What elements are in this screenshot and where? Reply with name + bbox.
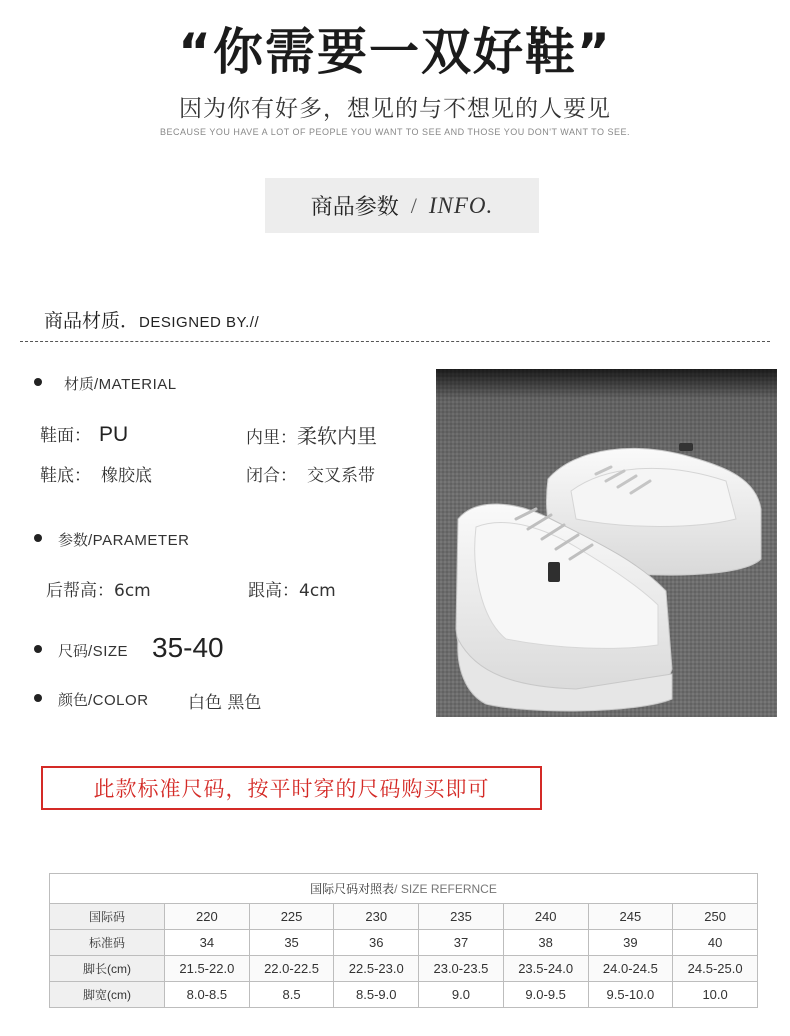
- table-cell: 250: [673, 904, 758, 930]
- table-cell: 8.5: [249, 982, 334, 1008]
- table-cell: 8.0-8.5: [165, 982, 250, 1008]
- closure-value: 交叉系带: [307, 466, 375, 486]
- size-notice: 此款标准尺码，按平时穿的尺码购买即可: [41, 766, 542, 810]
- subline: 因为你有好多，想见的与不想见的人要见: [179, 96, 611, 122]
- table-cell: 40: [673, 930, 758, 956]
- info-banner-en: INFO.: [428, 192, 494, 218]
- row-header: 国际码: [50, 904, 165, 930]
- dashed-divider: [20, 341, 770, 342]
- material-label: 材质/MATERIAL: [64, 375, 177, 393]
- row-header: 标准码: [50, 930, 165, 956]
- table-row: [50, 982, 758, 1008]
- table-cell: 245: [588, 904, 673, 930]
- table-cell: 225: [249, 904, 334, 930]
- table-cell: 23.0-23.5: [419, 956, 504, 982]
- table-cell: 9.5-10.0: [588, 982, 673, 1008]
- row-header: 脚长(cm): [50, 956, 165, 982]
- lining-field: [246, 420, 377, 449]
- subline-english: BECAUSE YOU HAVE A LOT OF PEOPLE YOU WANT TO SEE AND THOSE YOU DON'T WANT TO SEE.: [159, 127, 630, 137]
- info-banner: [265, 178, 539, 233]
- table-row: [50, 930, 758, 956]
- table-cell: 8.5-9.0: [334, 982, 419, 1008]
- lining-label: 内里：: [246, 428, 297, 448]
- size-label: 尺码/SIZE: [58, 642, 129, 660]
- table-row: [50, 904, 758, 930]
- table-cell: 23.5-24.0: [503, 956, 588, 982]
- upper-label: 鞋面：: [40, 426, 91, 446]
- bullet-icon: [34, 378, 42, 386]
- parameter-label: 参数/PARAMETER: [58, 531, 190, 549]
- size-reference-table: [49, 873, 758, 1008]
- heel-height-field: 跟高：4cm: [248, 581, 336, 601]
- back-height-field: 后帮高：6cm: [46, 581, 151, 601]
- sole-field: [40, 461, 152, 486]
- table-cell: 35: [249, 930, 334, 956]
- table-title: 国际尺码对照表/ SIZE REFERNCE: [50, 874, 758, 904]
- sole-label: 鞋底：: [40, 466, 91, 486]
- upper-field: [40, 421, 128, 447]
- headline: “你需要一双好鞋”: [178, 23, 612, 81]
- table-cell: 37: [419, 930, 504, 956]
- table-title-row: [50, 874, 758, 904]
- table-cell: 220: [165, 904, 250, 930]
- closure-label: 闭合：: [246, 466, 297, 486]
- product-photo: [436, 369, 777, 717]
- bullet-icon: [34, 534, 42, 542]
- row-header: 脚宽(cm): [50, 982, 165, 1008]
- table-cell: 39: [588, 930, 673, 956]
- table-cell: 235: [419, 904, 504, 930]
- color-label: 颜色/COLOR: [58, 691, 149, 709]
- bullet-icon: [34, 645, 42, 653]
- material-heading-cn: 商品材质．: [44, 310, 140, 332]
- sneaker-image: [436, 369, 777, 717]
- closure-field: [246, 461, 375, 486]
- table-row: [50, 956, 758, 982]
- material-heading-en: DESIGNED BY.//: [139, 314, 260, 331]
- info-banner-cn: 商品参数: [310, 195, 399, 220]
- table-cell: 22.5-23.0: [334, 956, 419, 982]
- upper-value: PU: [99, 423, 129, 446]
- lining-value: 柔软内里: [297, 424, 377, 448]
- material-heading: [44, 306, 259, 333]
- table-cell: 10.0: [673, 982, 758, 1008]
- table-cell: 9.0: [419, 982, 504, 1008]
- info-banner-separator: /: [410, 192, 417, 218]
- table-cell: 38: [503, 930, 588, 956]
- table-cell: 24.0-24.5: [588, 956, 673, 982]
- table-cell: 34: [165, 930, 250, 956]
- table-cell: 22.0-22.5: [249, 956, 334, 982]
- table-cell: 21.5-22.0: [165, 956, 250, 982]
- bullet-icon: [34, 694, 42, 702]
- table-cell: 36: [334, 930, 419, 956]
- table-cell: 240: [503, 904, 588, 930]
- size-value: 35-40: [152, 632, 224, 663]
- color-value: 白色 黑色: [188, 693, 262, 713]
- table-cell: 9.0-9.5: [503, 982, 588, 1008]
- table-cell: 230: [334, 904, 419, 930]
- table-cell: 24.5-25.0: [673, 956, 758, 982]
- sole-value: 橡胶底: [101, 466, 152, 486]
